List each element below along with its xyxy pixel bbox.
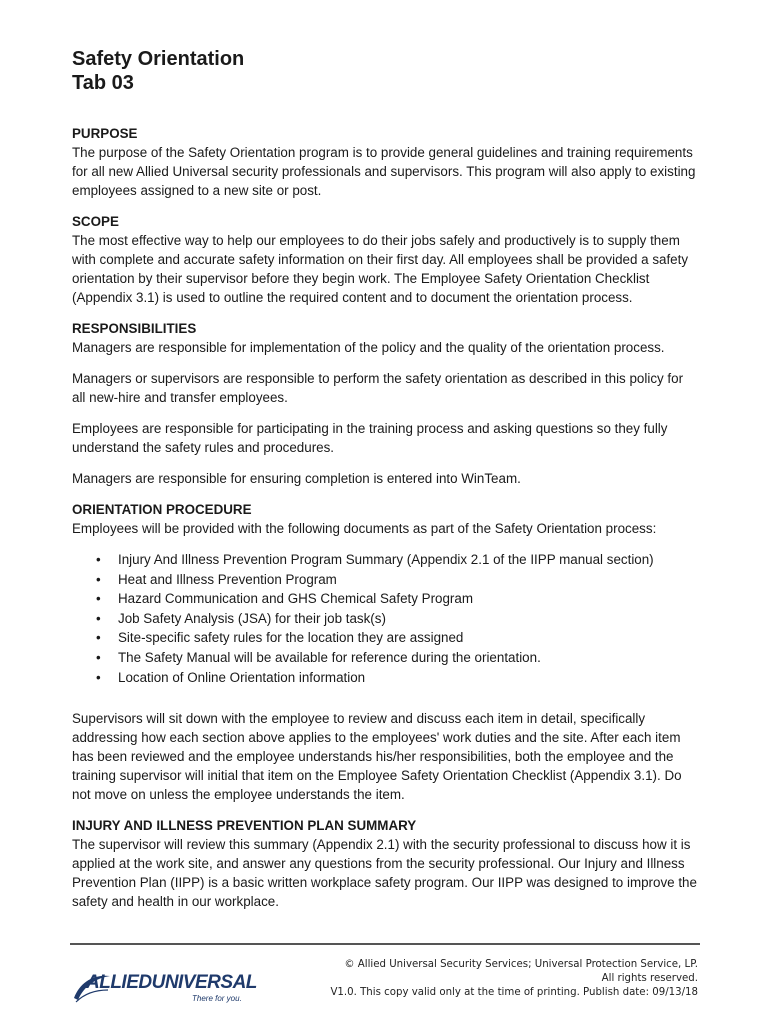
- footer-notice: [330, 958, 698, 1000]
- bullet-icon: •: [96, 552, 101, 567]
- responsibilities-paragraph: Employees are responsible for participating in the training process and asking questions so they fully understand the safety rules and procedures.: [72, 421, 668, 455]
- bullet-icon: •: [96, 669, 101, 685]
- logo-wordmark: ALLIEDUNIVERSAL: [86, 972, 257, 993]
- purpose-text: The purpose of the Safety Orientation program is to provide general guidelines and training requirements for all new Allied Universal security professionals and supervisors. This program will also apply to existing employees assigned to a new site or post.: [72, 145, 696, 198]
- list-item-text: Hazard Communication and GHS Chemical Safety Program: [118, 591, 473, 607]
- list-item: [96, 570, 700, 589]
- footer-rights: All rights reserved.: [601, 973, 698, 984]
- list-item-text: Heat and Illness Prevention Program: [118, 571, 337, 587]
- list-item-text: Location of Online Orientation information: [118, 669, 366, 685]
- logo-tagline: There for you.: [192, 994, 242, 1003]
- footer-divider: [70, 943, 700, 945]
- list-item-text: Job Safety Analysis (JSA) for their job task(s): [118, 610, 386, 626]
- page-subtitle: Tab 03: [72, 72, 134, 94]
- iipp-heading: INJURY AND ILLNESS PREVENTION PLAN SUMMARY: [72, 817, 417, 833]
- list-item: [96, 589, 700, 608]
- orientation-section: [72, 500, 700, 804]
- iipp-text: The supervisor will review this summary (Appendix 2.1) with the security professional to discuss how it is applied at the work site, and answer any questions from the security professional. Our Injury and Illness Prevention Plan (IIPP) is a basic written workplace safety program. Our IIPP was designed to improve the safety and health in our workplace.: [72, 836, 697, 909]
- list-item: [96, 648, 700, 667]
- orientation-document-list: [72, 550, 700, 687]
- orientation-intro: Employees will be provided with the following documents as part of the Safety Orientation process:: [72, 521, 657, 536]
- orientation-outro: Supervisors will sit down with the employee to review and discuss each item in detail, specifically addressing how each section above applies to the employees' work duties and the site. After each item has been reviewed and the employee understands his/her responsibilities, both the employee and the training supervisor will initial that item on the Employee Safety Orientation Checklist (Appendix 3.1). Do not move on unless the employee understands the item.: [72, 710, 682, 802]
- bullet-icon: •: [96, 630, 101, 646]
- bullet-icon: •: [96, 571, 101, 587]
- responsibilities-heading: RESPONSIBILITIES: [72, 321, 197, 336]
- responsibilities-section: [72, 319, 700, 488]
- list-item-text: Injury And Illness Prevention Program Summary (Appendix 2.1 of the IIPP manual section): [118, 552, 654, 567]
- allied-universal-logo: [72, 968, 257, 1004]
- list-item: [96, 609, 700, 628]
- list-item: [96, 550, 700, 569]
- list-item-text: Site-specific safety rules for the location they are assigned: [118, 630, 464, 646]
- scope-heading: SCOPE: [72, 214, 119, 229]
- list-item-text: The Safety Manual will be available for reference during the orientation.: [118, 649, 541, 665]
- scope-text: The most effective way to help our employees to do their jobs safely and productively is to supply them with complete and accurate safety information on their first day. All employees shall be provided a safety orientation by their supervisor before they begin work. The Employee Safety Orientation Checklist (Appendix 3.1) is used to outline the required content and to document the orientation process.: [72, 233, 689, 305]
- responsibilities-paragraph: Managers or supervisors are responsible to perform the safety orientation as described in this policy for all new-hire and transfer employees.: [72, 371, 684, 405]
- list-item: [96, 668, 700, 687]
- bullet-icon: •: [96, 610, 101, 626]
- document-body: [72, 124, 700, 923]
- bullet-icon: •: [96, 591, 101, 607]
- footer-copyright: © Allied Universal Security Services; Universal Protection Service, LP.: [344, 959, 698, 970]
- purpose-heading: PURPOSE: [72, 126, 138, 141]
- page-title: Safety Orientation: [72, 48, 245, 70]
- purpose-section: [72, 124, 700, 200]
- responsibilities-paragraph: Managers are responsible for implementation of the policy and the quality of the orientation process.: [72, 340, 665, 355]
- responsibilities-paragraph: Managers are responsible for ensuring completion is entered into WinTeam.: [72, 471, 521, 486]
- title-block: [72, 47, 244, 95]
- orientation-heading: ORIENTATION PROCEDURE: [72, 502, 252, 517]
- iipp-section: [72, 816, 700, 911]
- bullet-icon: •: [96, 649, 101, 665]
- scope-section: [72, 212, 700, 307]
- list-item: [96, 628, 700, 647]
- footer-version: V1.0. This copy valid only at the time of printing. Publish date: 09/13/18: [330, 987, 698, 998]
